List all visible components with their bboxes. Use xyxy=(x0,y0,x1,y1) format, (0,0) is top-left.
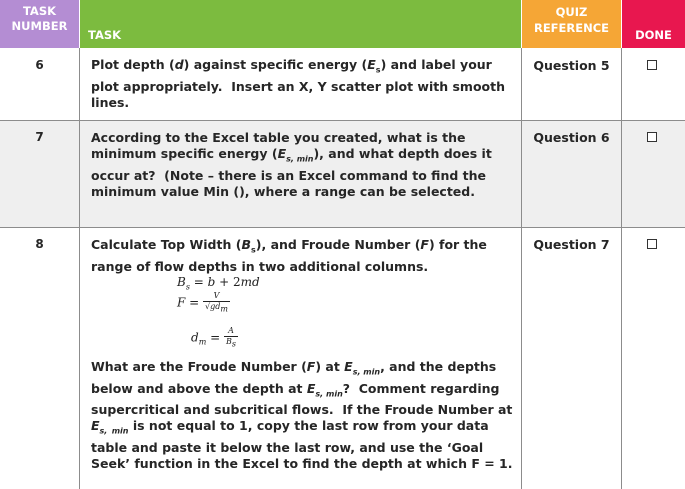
quiz-reference: Question 6 xyxy=(533,130,610,145)
header-task-number: TASK NUMBER xyxy=(0,0,79,48)
quiz-reference: Question 5 xyxy=(533,58,610,73)
equation-froude: F = $\frac{V}{√gd_m}$ xyxy=(177,291,228,314)
task-text-intro: Calculate Top Width $(B_s)$, and Froude Number (F) for the range of flow depths in two additional columns. xyxy=(91,237,487,274)
header-done: DONE xyxy=(622,0,685,48)
quiz-reference: Question 7 xyxy=(533,237,610,252)
task-number: 8 xyxy=(35,237,44,251)
equation-hydraulic-depth: $d_m$ = $\frac{A}{B_s}$ xyxy=(191,326,236,349)
task-number: 6 xyxy=(35,58,44,72)
equation-top-width: $B_s = b + 2md$ xyxy=(177,275,260,292)
task-text-outro: What are the Froude Number (F) at $E_{s, min}$, and the depths below and above the depth at $E_{s, min}$? Comment regarding supercritical and subcritical flows. If the Froude Number at $E_{s,}$ $_{min}$ is not equal to 1, copy the last row from your data table and paste it below the last row, and use the ‘Goal Seek’ function in the Excel to find the depth at which F = 1. xyxy=(91,359,513,471)
task-number: 7 xyxy=(35,130,44,144)
task-text: According to the Excel table you created, what is the minimum specific energy $(E_{s, min})$, and what depth does it occur at? (Note – there is an Excel command to find the minimum value Min (), where a range can be selected. xyxy=(91,130,492,199)
header-task: TASK xyxy=(80,0,521,48)
header-quiz-reference: QUIZ REFERENCE xyxy=(522,0,621,48)
task-text: Plot depth (d) against specific energy $(E_s)$ and label your plot appropriately. Insert an X, Y scatter plot with smooth lines. xyxy=(91,57,505,110)
